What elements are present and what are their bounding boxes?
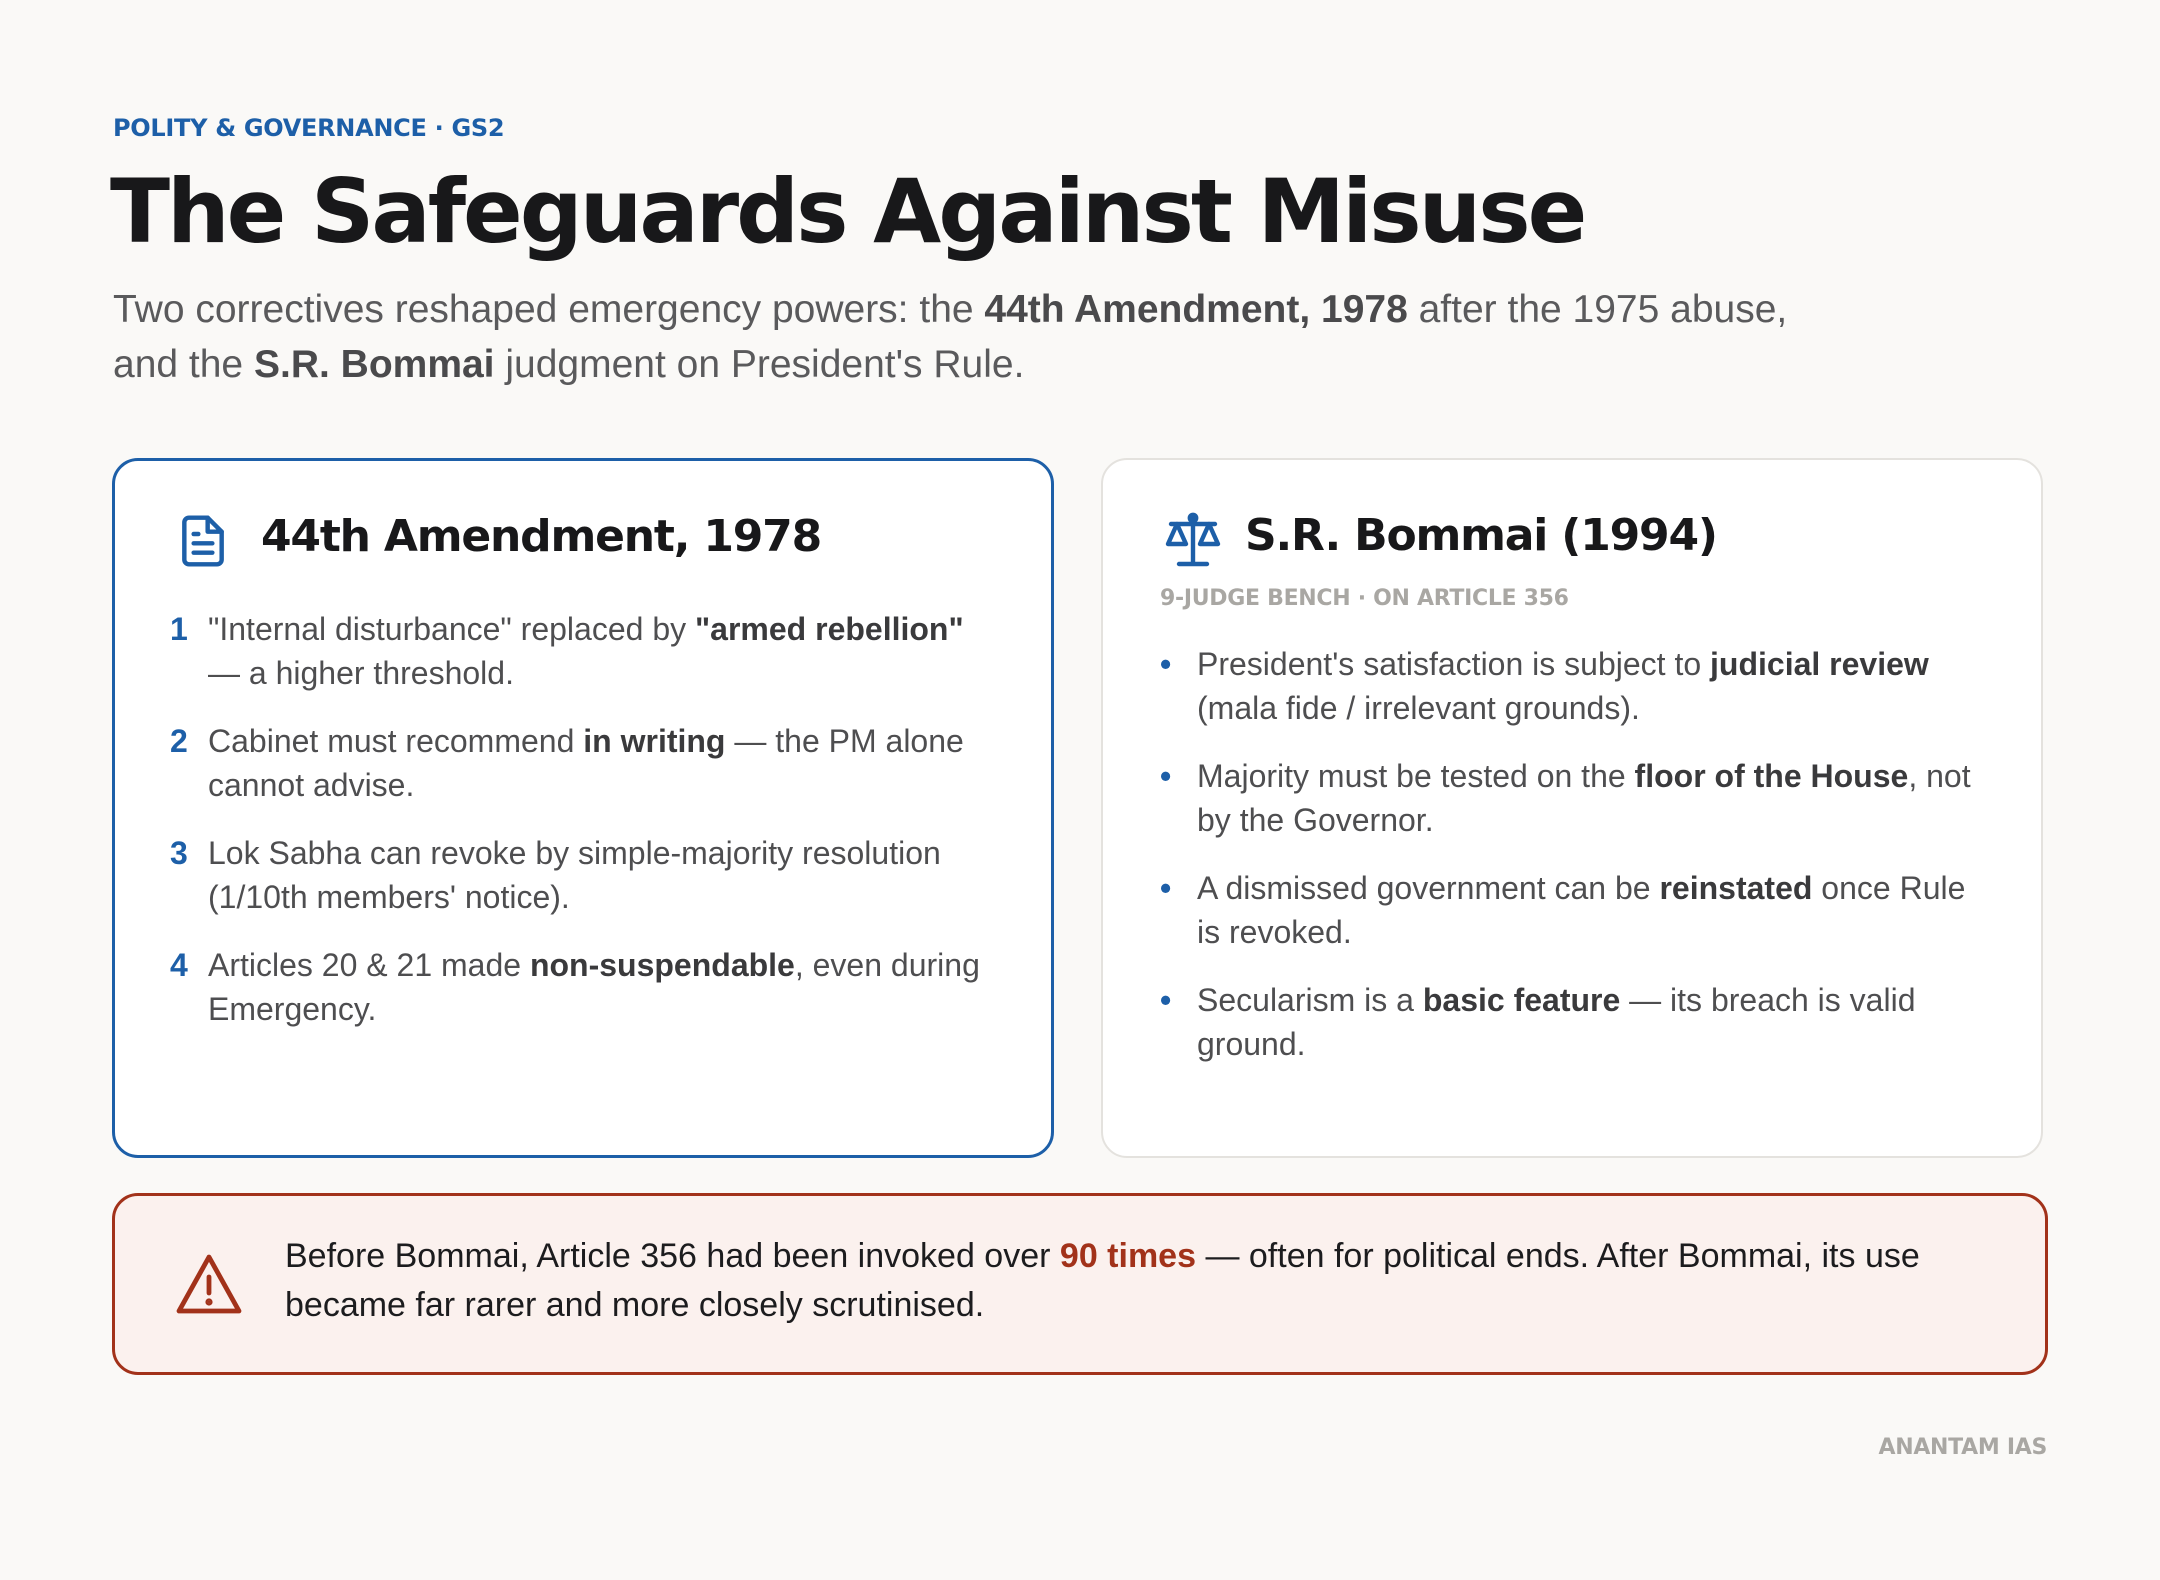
item-text-plain: "Internal disturbance" replaced by	[208, 611, 695, 647]
item-text-plain: President's satisfaction is subject to	[1197, 646, 1711, 682]
item-text-plain: — the PM alone cannot advise.	[208, 723, 964, 803]
callout-text-plain: Before Bommai, Article 356 had been invoked over	[285, 1237, 1060, 1275]
bullet-icon: •	[1160, 870, 1172, 906]
list-item	[170, 607, 1000, 695]
item-text	[208, 943, 1000, 1031]
list-item	[170, 943, 1000, 1031]
amendment-card	[112, 458, 1054, 1158]
subtitle-emphasis: 44th Amendment, 1978	[984, 288, 1408, 331]
item-text-bold: floor of the House	[1634, 758, 1909, 794]
item-text-plain: A dismissed government can be	[1197, 870, 1660, 906]
amendment-card-title: 44th Amendment, 1978	[261, 511, 822, 562]
item-text-plain: — its breach is valid ground.	[1197, 982, 1916, 1062]
document-icon	[175, 513, 231, 569]
item-text-plain: Secularism is a	[1197, 982, 1423, 1018]
bullet-icon: •	[1160, 982, 1172, 1018]
item-number: 4	[170, 947, 188, 983]
item-text	[1197, 978, 1990, 1066]
item-text	[208, 607, 1000, 695]
list-item	[1160, 866, 1990, 954]
item-text-plain: , not by the Governor.	[1197, 758, 1971, 838]
item-text-bold: "armed rebellion"	[695, 611, 964, 647]
callout-text-plain: — often for political ends. After Bommai, its use became far rarer and more closely scrutinised.	[285, 1237, 1920, 1324]
item-text-bold: in writing	[583, 723, 726, 759]
item-text	[208, 831, 1000, 919]
amendment-list	[170, 607, 1000, 1055]
item-text-bold: non-suspendable	[529, 947, 795, 983]
item-text-plain: , even during Emergency.	[208, 947, 980, 1027]
item-text	[208, 719, 1000, 807]
list-item	[170, 719, 1000, 807]
bommai-card-caption: 9-JUDGE BENCH · ON ARTICLE 356	[1160, 586, 1569, 611]
item-text-plain: Majority must be tested on the	[1197, 758, 1635, 794]
page-subtitle	[113, 282, 1793, 392]
item-text-plain: Lok Sabha can revoke by simple-majority resolution (1/10th members' notice).	[208, 835, 941, 915]
item-number: 2	[170, 723, 188, 759]
subtitle-text: after the 1975 abuse, and the	[113, 288, 1788, 386]
bommai-card-title: S.R. Bommai (1994)	[1245, 510, 1717, 561]
item-text	[1197, 754, 1990, 842]
item-number: 3	[170, 835, 188, 871]
warning-callout	[112, 1193, 2048, 1375]
subtitle-emphasis: S.R. Bommai	[253, 343, 495, 386]
bullet-icon: •	[1160, 758, 1172, 794]
item-text-bold: reinstated	[1659, 870, 1813, 906]
bullet-icon: •	[1160, 646, 1172, 682]
item-text-plain: (mala fide / irrelevant grounds).	[1197, 690, 1640, 726]
item-text	[1197, 866, 1990, 954]
item-text	[1197, 642, 1990, 730]
callout-highlight: 90 times	[1059, 1237, 1196, 1275]
item-text-plain: Cabinet must recommend	[208, 723, 584, 759]
brand-footer: ANANTAM IAS	[1878, 1435, 2047, 1460]
warning-icon	[173, 1251, 245, 1317]
item-text-bold: judicial review	[1710, 646, 1929, 682]
list-item	[170, 831, 1000, 919]
bommai-list	[1160, 642, 1990, 1090]
subtitle-text: judgment on President's Rule.	[494, 343, 1025, 386]
category-eyebrow: POLITY & GOVERNANCE · GS2	[113, 114, 505, 142]
item-text-plain: once Rule is revoked.	[1197, 870, 1966, 950]
item-text-bold: basic feature	[1422, 982, 1621, 1018]
bommai-card	[1101, 458, 2043, 1158]
item-number: 1	[170, 611, 188, 647]
scales-icon	[1161, 510, 1225, 570]
item-text-plain: Articles 20 & 21 made	[208, 947, 530, 983]
callout-text	[285, 1232, 1985, 1330]
list-item	[1160, 642, 1990, 730]
item-text-plain: — a higher threshold.	[208, 655, 514, 691]
list-item	[1160, 978, 1990, 1066]
subtitle-text: Two correctives reshaped emergency powers: the	[113, 288, 985, 331]
list-item	[1160, 754, 1990, 842]
page-title: The Safeguards Against Misuse	[110, 160, 1585, 263]
